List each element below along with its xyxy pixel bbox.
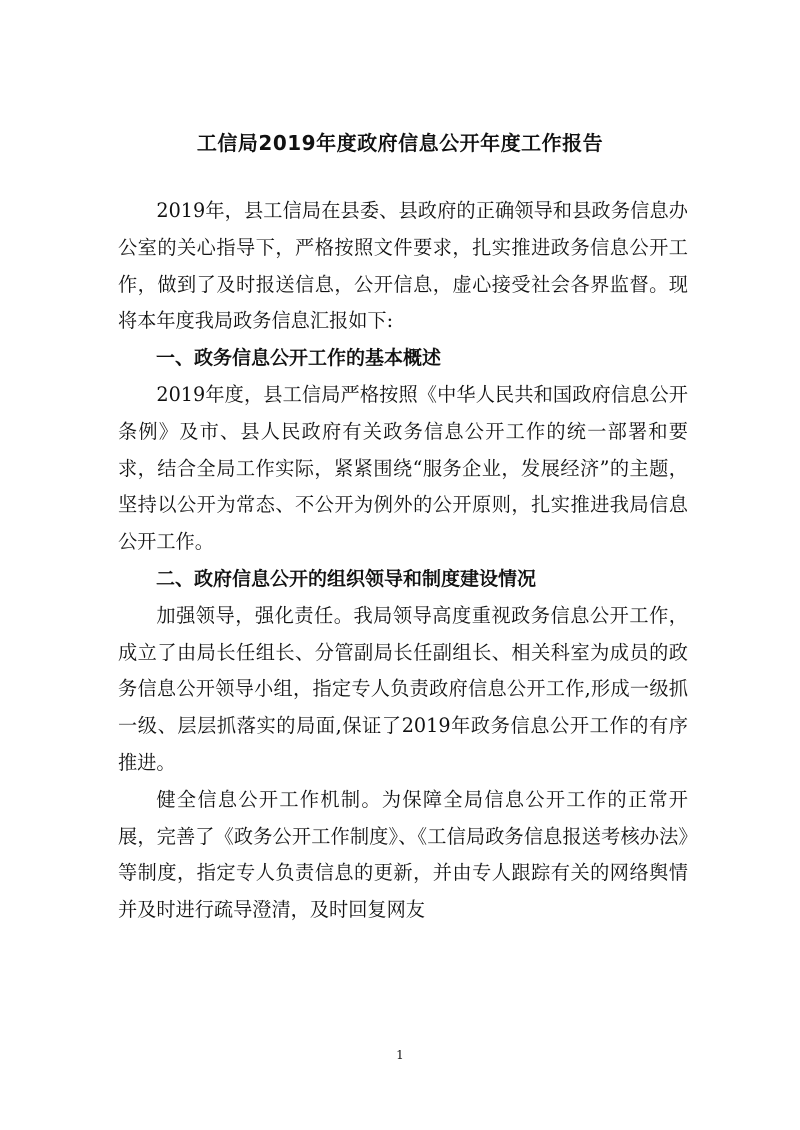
- intro-paragraph: 2019年，县工信局在县委、县政府的正确领导和县政务信息办公室的关心指导下，严格按照文件要求，扎实推进政务信息公开工作，做到了及时报送信息，公开信息，虚心接受社会各界监督。现将本年度我局政务信息汇报如下:: [118, 199, 688, 333]
- page-number: 1: [396, 1048, 404, 1062]
- section-2-paragraph-2: 健全信息公开工作机制。为保障全局信息公开工作的正常开展，完善了《政务公开工作制度》、《工信局政务信息报送考核办法》等制度，指定专人负责信息的更新，并由专人跟踪有关的网络舆情并及时进行疏导澄清，及时回复网友: [118, 787, 688, 922]
- section-1-heading: 一、政务信息公开工作的基本概述: [156, 347, 442, 370]
- section-2-heading: 二、政府信息公开的组织领导和制度建设情况: [156, 567, 537, 590]
- document-body: [118, 193, 688, 929]
- section-1-paragraph: 2019年度，县工信局严格按照《中华人民共和国政府信息公开条例》及市、县人民政府有关政务信息公开工作的统一部署和要求，结合全局工作实际，紧紧围绕“服务企业，发展经济”的主题，坚持以公开为常态、不公开为例外的公开原则，扎实推进我局信息公开工作。: [118, 382, 688, 554]
- document-title: 工信局2019年度政府信息公开年度工作报告: [196, 131, 604, 155]
- section-2-paragraph-1: 加强领导，强化责任。我局领导高度重视政务信息公开工作，成立了由局长任组长、分管副局长任副组长、相关科室为成员的政务信息公开领导小组，指定专人负责政府信息公开工作,形成一级抓一级、层层抓落实的局面,保证了2019年政务信息公开工作的有序推进。: [118, 603, 688, 774]
